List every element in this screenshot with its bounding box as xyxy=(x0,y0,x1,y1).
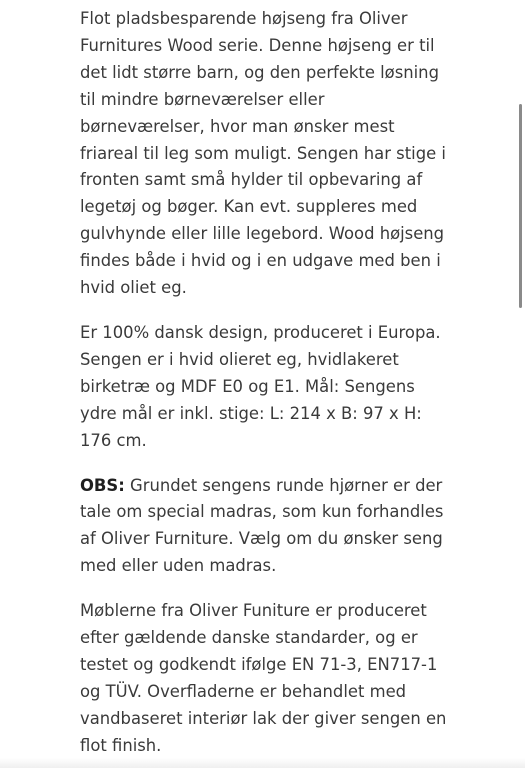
obs-text: Grundet sengens runde hjørner er der tale om special madras, som kun forhandles af Oliver Furniture. Vælg om du ønsker seng med eller uden madras. xyxy=(80,475,444,576)
bottom-edge xyxy=(0,758,525,768)
description-paragraph-standards: Møblerne fra Oliver Funiture er produceret efter gældende danske standarder, og er testet og godkendt ifølge EN 71-3, EN717-1 og TÜV. Overfladerne er behandlet med vandbaseret interiør lak der giver sengen en flot finish. xyxy=(80,601,447,755)
product-description xyxy=(80,6,452,760)
description-paragraph-intro: Flot pladsbesparende højseng fra Oliver Furnitures Wood serie. Denne højseng er til det lidt større barn, og den perfekte løsning til mindre børneværelser eller børneværelser, hvor man ønsker mest friareal til leg som muligt. Sengen har stige i fronten samt små hylder til opbevaring af legetøj og bøger. Kan evt. suppleres med gulvhynde eller lille legebord. Wood højseng findes både i hvid og i en udgave med ben i hvid oliet eg. xyxy=(80,9,446,298)
vertical-scrollbar[interactable] xyxy=(519,104,522,308)
obs-label: OBS: xyxy=(80,475,125,495)
description-paragraph-obs xyxy=(80,473,452,581)
description-paragraph-materials: Er 100% dansk design, produceret i Europa. Sengen er i hvid olieret eg, hvidlakeret birketræ og MDF E0 og E1. Mål: Sengens ydre mål er inkl. stige: L: 214 x B: 97 x H: 176 cm. xyxy=(80,322,441,450)
